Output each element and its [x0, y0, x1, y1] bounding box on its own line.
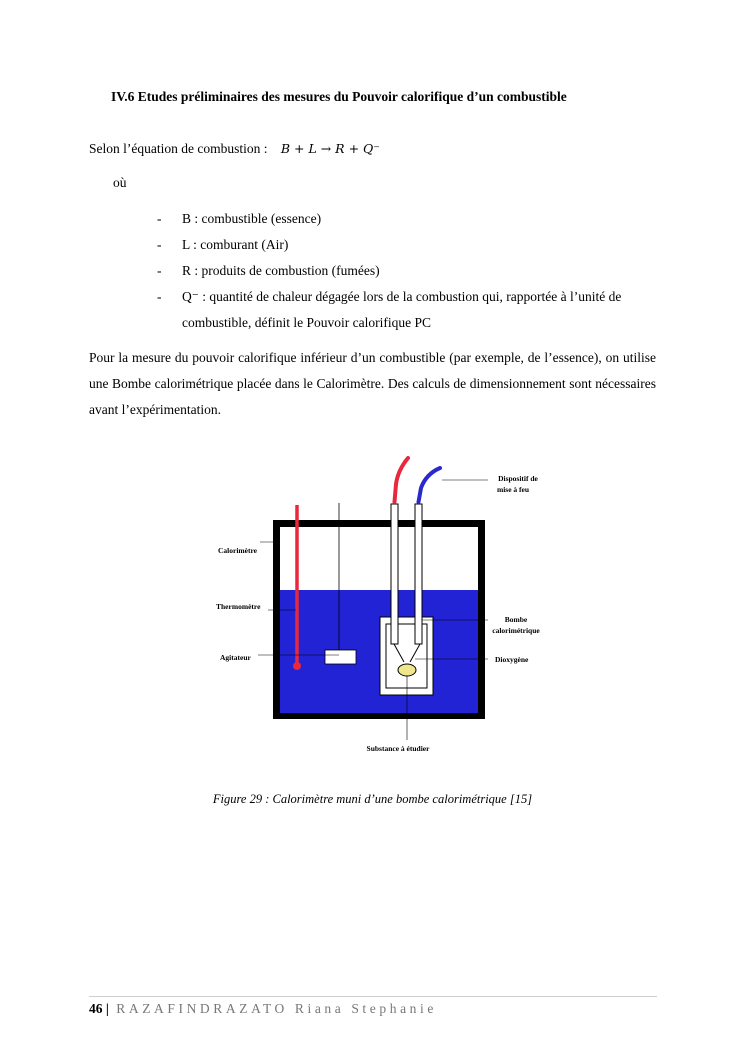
body-paragraph: Pour la mesure du pouvoir calorifique inférieur d’un combustible (par exemple, de l’essence), on utilise une Bombe calorimétrique placée dans le Calorimètre. Des calculs de dimensionnement sont nécessaires avant l’expérimentation. [89, 350, 656, 417]
section-title: IV.6 Etudes préliminaires des mesures du Pouvoir calorifique d’un combustible [111, 89, 567, 104]
list-dash: - [157, 237, 162, 252]
label-stirrer: Agitateur [220, 653, 251, 662]
author-name: RAZAFINDRAZATO Riana Stephanie [116, 1001, 437, 1016]
equation-line [89, 141, 380, 157]
label-bomb-line1: Bombe [504, 615, 528, 624]
list-dash: - [157, 289, 162, 304]
label-bomb-line2: calorimétrique [492, 626, 540, 635]
stirrer-paddle [325, 650, 356, 664]
definition-text: R : produits de combustion (fumées) [182, 263, 380, 278]
label-ignition-line2: mise à feu [496, 485, 530, 494]
definition-text: Q⁻ : quantité de chaleur dégagée lors de la combustion qui, rapportée à l’unité de combustible, définit le Pouvoir calorifique PC [182, 289, 622, 330]
equation-intro: Selon l’équation de combustion : [89, 141, 268, 156]
water [280, 590, 478, 713]
definition-text: B : combustible (essence) [182, 211, 322, 226]
label-oxygen: Dioxygène [495, 655, 529, 664]
definition-item [157, 284, 657, 336]
page-number: 46 [89, 1001, 103, 1016]
where-word: où [113, 175, 127, 190]
footer-divider [89, 996, 657, 997]
label-calorimeter: Calorimètre [218, 546, 258, 555]
blue-ignition-wire [419, 468, 441, 502]
calorimeter-diagram [200, 450, 560, 760]
combustion-equation: B + L → R + Q⁻ [280, 141, 380, 156]
definition-text: L : comburant (Air) [182, 237, 289, 252]
label-ignition-line1: Dispositif de [498, 474, 538, 483]
label-thermometer: Thermomètre [216, 602, 261, 611]
electrode-tube-left [391, 504, 398, 644]
list-dash: - [157, 263, 162, 278]
page-footer [89, 1001, 437, 1017]
definition-item [157, 232, 657, 258]
electrode-tube-right [415, 504, 422, 644]
definition-item [157, 258, 657, 284]
figure-caption: Figure 29 : Calorimètre muni d’une bombe calorimétrique [15] [212, 792, 533, 806]
label-substance: Substance à étudier [366, 744, 430, 753]
thermometer-bulb [293, 662, 301, 670]
list-dash: - [157, 211, 162, 226]
footer-separator: | [105, 1001, 109, 1016]
red-ignition-wire [395, 458, 409, 502]
definition-item [157, 206, 657, 232]
sample-crucible [398, 664, 416, 676]
definitions-list [157, 206, 657, 336]
